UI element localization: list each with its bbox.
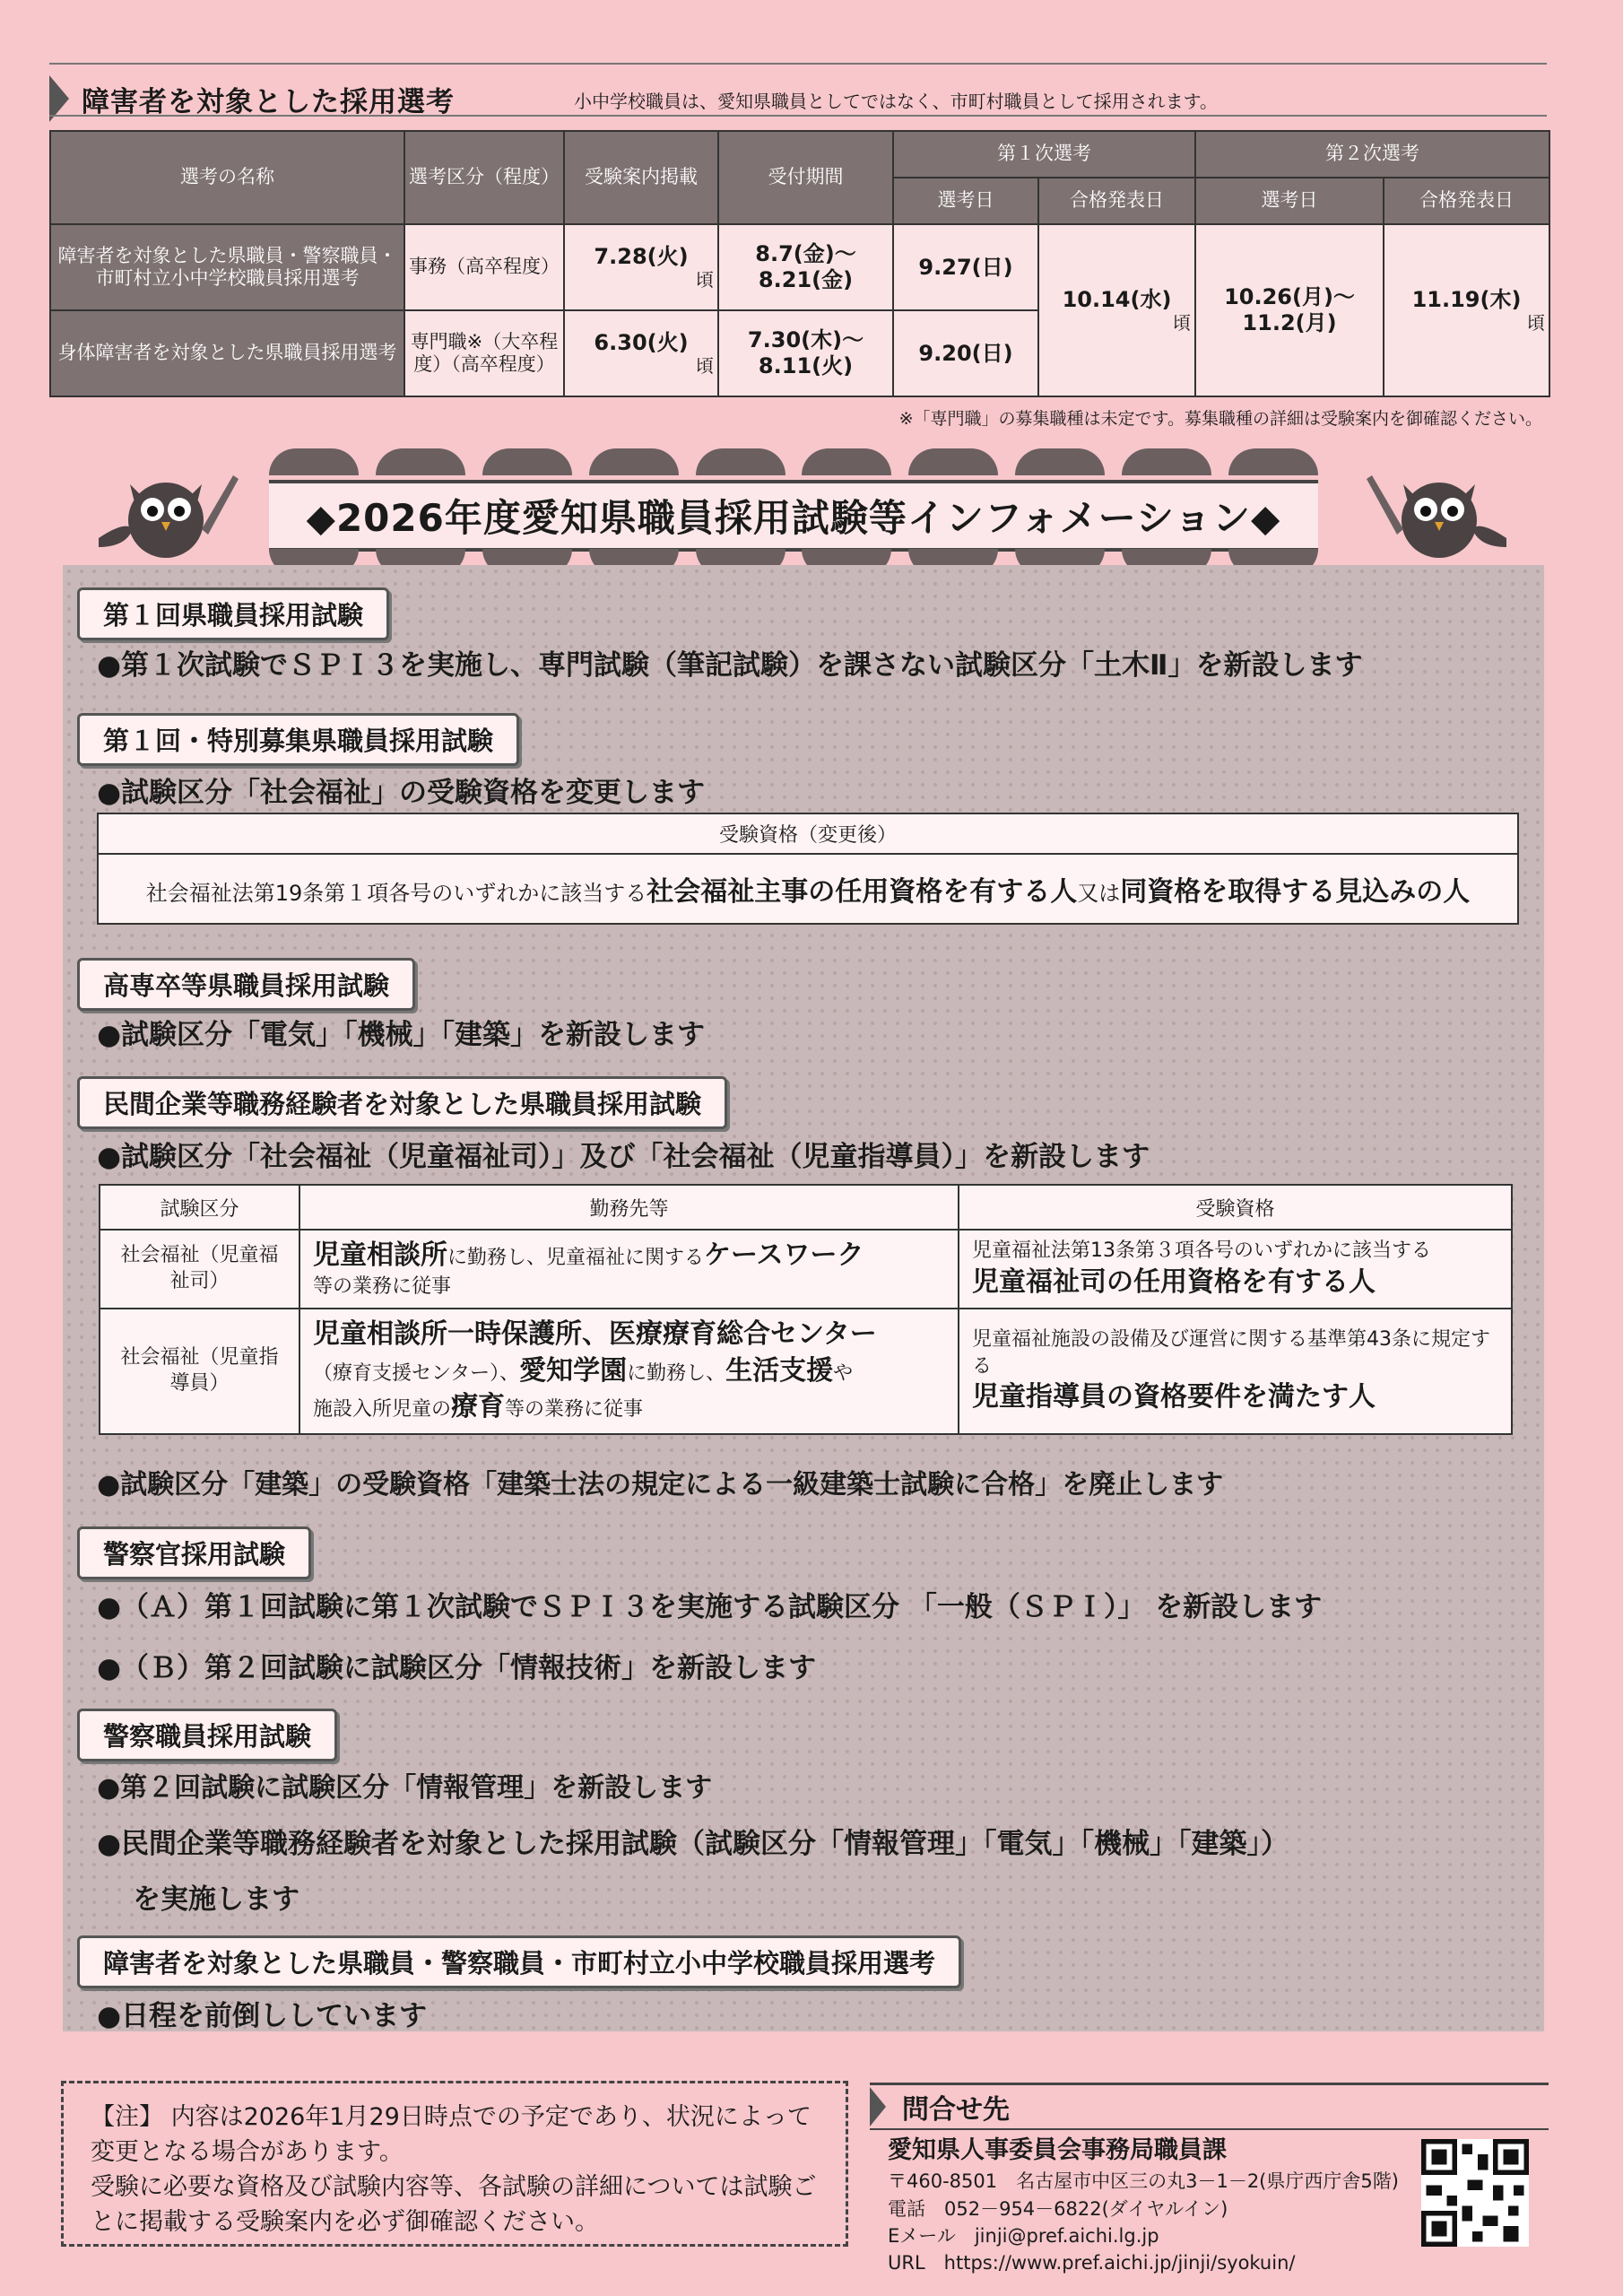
th-second-stage: 第２次選考: [1195, 131, 1549, 178]
qualification-head: 受験資格（変更後）: [98, 813, 1518, 854]
bullet-first-exam: ●第１次試験でＳＰＩ３を実施し、専門試験（筆記試験）を課さない試験区分「土木Ⅱ」を新設します: [97, 649, 1363, 682]
th-first-result: 合格発表日: [1038, 178, 1195, 224]
row-period: 8.7(金)～ 8.21(金): [718, 224, 893, 310]
table-row: [50, 224, 1549, 310]
bullet-police-a: ●（Ａ）第１回試験に第１次試験でＳＰＩ３を実施する試験区分 「一般（ＳＰＩ）」 を新設します: [97, 1591, 1323, 1623]
notice-line-1: 内容は2026年1月29日時点での予定であり、状況によって変更となる場合があります。: [91, 2103, 812, 2167]
row-guide: 6.30(火) 頃: [564, 310, 718, 396]
bullet-police-staff-1: ●第２回試験に試験区分「情報管理」を新設します: [97, 1772, 713, 1804]
table-footnote: ※「専門職」の募集職種は未定です。募集職種の詳細は受験案内を御確認ください。: [898, 409, 1542, 429]
th-second-exam: 選考日: [1195, 178, 1384, 224]
th-name: 選考の名称: [50, 131, 404, 224]
tag-disability-selection: 障害者を対象とした県職員・警察職員・市町村立小中学校職員採用選考: [77, 1935, 961, 1988]
row-qualification: 児童福祉法第13条第３項各号のいずれかに該当する 児童福祉司の任用資格を有する人: [959, 1230, 1512, 1309]
th-category: 選考区分（程度）: [404, 131, 564, 224]
row-category: 社会福祉（児童指導員）: [100, 1309, 299, 1434]
row-period: 7.30(木)～ 8.11(火): [718, 310, 893, 396]
th-workplace: 勤務先等: [299, 1185, 959, 1230]
banner-top-scallop: [269, 448, 1318, 475]
row-category: 事務（高卒程度）: [404, 224, 564, 310]
second-exam: 10.26(月)～ 11.2(月): [1195, 224, 1384, 396]
row-first-exam: 9.20(日): [893, 310, 1038, 396]
bullet-technical: ●試験区分「電気」「機械」「建築」を新設します: [97, 1019, 706, 1051]
contact-heading: [870, 2083, 1549, 2130]
tag-experienced-exam: 民間企業等職務経験者を対象とした県職員採用試験: [77, 1076, 727, 1129]
top-rule: [49, 63, 1547, 65]
selection-note: 小中学校職員は、愛知県職員としてではなく、市町村職員として採用されます。: [574, 91, 1218, 112]
tag-first-exam: 第１回県職員採用試験: [77, 587, 389, 640]
qualification-box: [97, 813, 1519, 925]
selection-schedule-table: [49, 130, 1550, 397]
row-name: 障害者を対象とした県職員・警察職員・市町村立小中学校職員採用選考: [50, 224, 404, 310]
tag-technical-exam: 高専卒等県職員採用試験: [77, 958, 415, 1011]
info-banner: [269, 480, 1318, 552]
qr-code-icon[interactable]: [1421, 2139, 1529, 2247]
row-category: 専門職※（大卒程度）（高卒程度）: [404, 310, 564, 396]
contact-title: 問合せ先: [902, 2094, 1010, 2126]
banner-title: ◆2026年度愛知県職員採用試験等インフォメーション◆: [306, 496, 1281, 540]
contact-address: 〒460-8501 名古屋市中区三の丸3－1－2(県庁西庁舎5階): [888, 2170, 1399, 2193]
table-row: [100, 1309, 1512, 1434]
row-qualification: 児童福祉施設の設備及び運営に関する基準第43条に規定する 児童指導員の資格要件を満たす人: [959, 1309, 1512, 1434]
tag-special-exam: 第１回・特別募集県職員採用試験: [77, 713, 519, 766]
th-category: 試験区分: [100, 1185, 299, 1230]
contact-tel: 電話 052－954－6822(ダイヤルイン): [888, 2197, 1228, 2220]
notice-line-2: 受験に必要な資格及び試験内容等、各試験の詳細については試験ごとに掲載する受験案内を必ず御確認ください。: [91, 2173, 817, 2237]
contact-info: [888, 2133, 1399, 2277]
table-row: [100, 1230, 1512, 1309]
contact-arrow-icon: [870, 2087, 886, 2126]
bullet-social-welfare: ●試験区分「社会福祉」の受験資格を変更します: [97, 777, 706, 809]
tag-police-officer: 警察官採用試験: [77, 1526, 311, 1579]
th-guide: 受験案内掲載: [564, 131, 718, 224]
notice-box: [61, 2081, 848, 2247]
bullet-architecture: ●試験区分「建築」の受験資格「建築士法の規定による一級建築士試験に合格」を廃止します: [97, 1469, 1224, 1500]
notice-label: 【注】: [91, 2103, 163, 2131]
tag-police-staff: 警察職員採用試験: [77, 1709, 337, 1761]
th-qualification: 受験資格: [959, 1185, 1512, 1230]
second-result: 11.19(木) 頃: [1384, 224, 1549, 396]
selection-title: 障害者を対象とした採用選考: [82, 85, 455, 118]
owl-left-icon: [90, 457, 242, 565]
owl-right-icon: [1363, 457, 1515, 565]
bullet-police-b: ●（Ｂ）第２回試験に試験区分「情報技術」を新設します: [97, 1652, 817, 1684]
row-category: 社会福祉（児童福祉司）: [100, 1230, 299, 1309]
first-result: 10.14(水) 頃: [1038, 224, 1195, 396]
contact-email[interactable]: Eメール jinji@pref.aichi.lg.jp: [888, 2225, 1159, 2248]
th-second-result: 合格発表日: [1384, 178, 1549, 224]
row-guide: 7.28(火) 頃: [564, 224, 718, 310]
qualification-text: 社会福祉法第19条第１項各号のいずれかに該当する社会福祉主事の任用資格を有する人又は同資格を取得する見込みの人: [98, 854, 1518, 924]
row-name: 身体障害者を対象とした県職員採用選考: [50, 310, 404, 396]
th-first-exam: 選考日: [893, 178, 1038, 224]
child-welfare-table: [99, 1184, 1513, 1435]
row-workplace: 児童相談所一時保護所、医療療育総合センター （療育支援センター）、愛知学園に勤務し、生活支援や 施設入所児童の療育等の業務に従事: [299, 1309, 959, 1434]
th-period: 受付期間: [718, 131, 893, 224]
heading-rule: [49, 115, 1547, 117]
row-workplace: 児童相談所に勤務し、児童福祉に関するケースワーク 等の業務に従事: [299, 1230, 959, 1309]
th-first-stage: 第１次選考: [893, 131, 1195, 178]
row-first-exam: 9.27(日): [893, 224, 1038, 310]
contact-url[interactable]: URL https://www.pref.aichi.jp/jinji/syokuin/: [888, 2252, 1296, 2274]
bullet-child-welfare: ●試験区分「社会福祉（児童福祉司）」及び「社会福祉（児童指導員）」を新設します: [97, 1141, 1150, 1173]
contact-org: 愛知県人事委員会事務局職員課: [888, 2136, 1227, 2164]
bullet-police-staff-2: ●民間企業等職務経験者を対象とした採用試験（試験区分「情報管理」「電気」「機械」「建築」）: [97, 1828, 1289, 1860]
bullet-schedule: ●日程を前倒ししています: [97, 2000, 428, 2032]
bullet-police-staff-2-cont: を実施します: [133, 1883, 299, 1916]
